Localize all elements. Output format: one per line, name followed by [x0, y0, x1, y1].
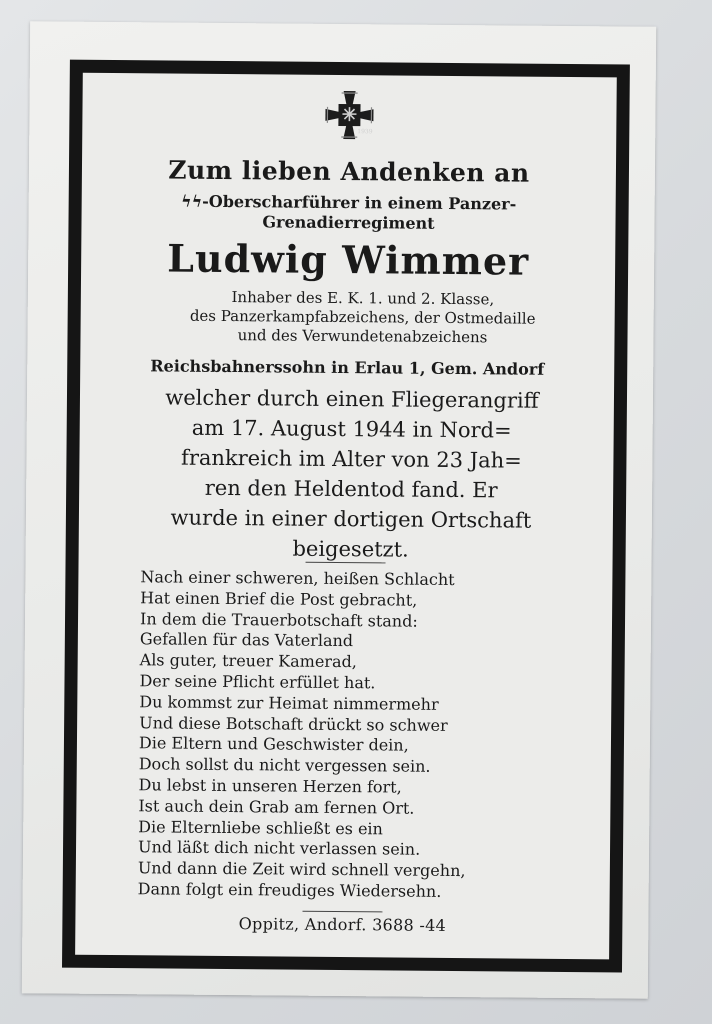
iron-cross-icon	[321, 87, 377, 143]
story-line: ren den Heldentod fand. Er	[204, 475, 498, 503]
story-line: am 17. August 1944 in Nord=	[191, 415, 512, 443]
awards-line: Inhaber des E. K. 1. und 2. Klasse,	[231, 288, 495, 309]
origin-line: Reichsbahnerssohn in Erlau 1, Gem. Andorf	[150, 356, 545, 379]
poem-line: Ist auch dein Grab am fernen Ort.	[138, 796, 415, 818]
poem-line: Als guter, treuer Kamerad,	[139, 650, 357, 672]
poem-line: Du lebst in unseren Herzen fort,	[138, 775, 402, 797]
poem-line: Hat einen Brief die Post gebracht,	[140, 588, 418, 610]
poem-line: In dem die Trauerbotschaft stand:	[139, 608, 418, 631]
poem-line: Du kommst zur Heimat nimmermehr	[139, 692, 439, 714]
awards-line: des Panzerkampfabzeichens, der Ostmedaille	[189, 306, 536, 328]
story-line: beigesetzt.	[292, 536, 409, 562]
story-line: wurde in einer dortigen Ortschaft	[170, 505, 532, 533]
poem-line: Der seine Pflicht erfüllet hat.	[139, 671, 376, 693]
poem-line: Die Eltern und Geschwister dein,	[138, 733, 409, 755]
poem-line: Und läßt dich nicht verlassen sein.	[137, 837, 421, 860]
awards-line: und des Verwundetenabzeichens	[237, 326, 488, 347]
cross-year: 1939	[357, 128, 373, 136]
heading: Zum lieben Andenken an	[168, 155, 530, 188]
poem-line: Und diese Botschaft drückt so schwer	[139, 712, 448, 735]
story-block	[129, 382, 575, 566]
memorial-card	[22, 21, 656, 998]
poem-line: Nach einer schweren, heißen Schlacht	[140, 567, 455, 590]
card-content	[75, 73, 617, 960]
story-line: frankreich im Alter von 23 Jah=	[181, 445, 522, 473]
divider-rule	[302, 911, 382, 913]
poem-line: Die Elternliebe schließt es ein	[138, 816, 383, 838]
black-mourning-border	[62, 60, 630, 973]
poem-line: Gefallen für das Vaterland	[139, 629, 354, 651]
awards-block	[140, 287, 584, 348]
deceased-name: Ludwig Wimmer	[167, 235, 530, 284]
poem-block	[138, 567, 593, 904]
poem-line: Doch sollst du nicht vergessen sein.	[138, 754, 431, 776]
rank-line: ϟϟ-Oberscharführer in einem Panzer-	[180, 191, 517, 214]
rank-line: Grenadierregiment	[262, 212, 435, 233]
poem-line: Dann folgt ein freudiges Wiedersehn.	[137, 879, 442, 901]
story-line: welcher durch einen Fliegerangriff	[165, 385, 539, 413]
poem-line: Und dann die Zeit wird schnell vergehn,	[137, 858, 466, 881]
rank-block	[121, 191, 575, 235]
printer-imprint: Oppitz, Andorf. 3688 -44	[238, 914, 447, 935]
